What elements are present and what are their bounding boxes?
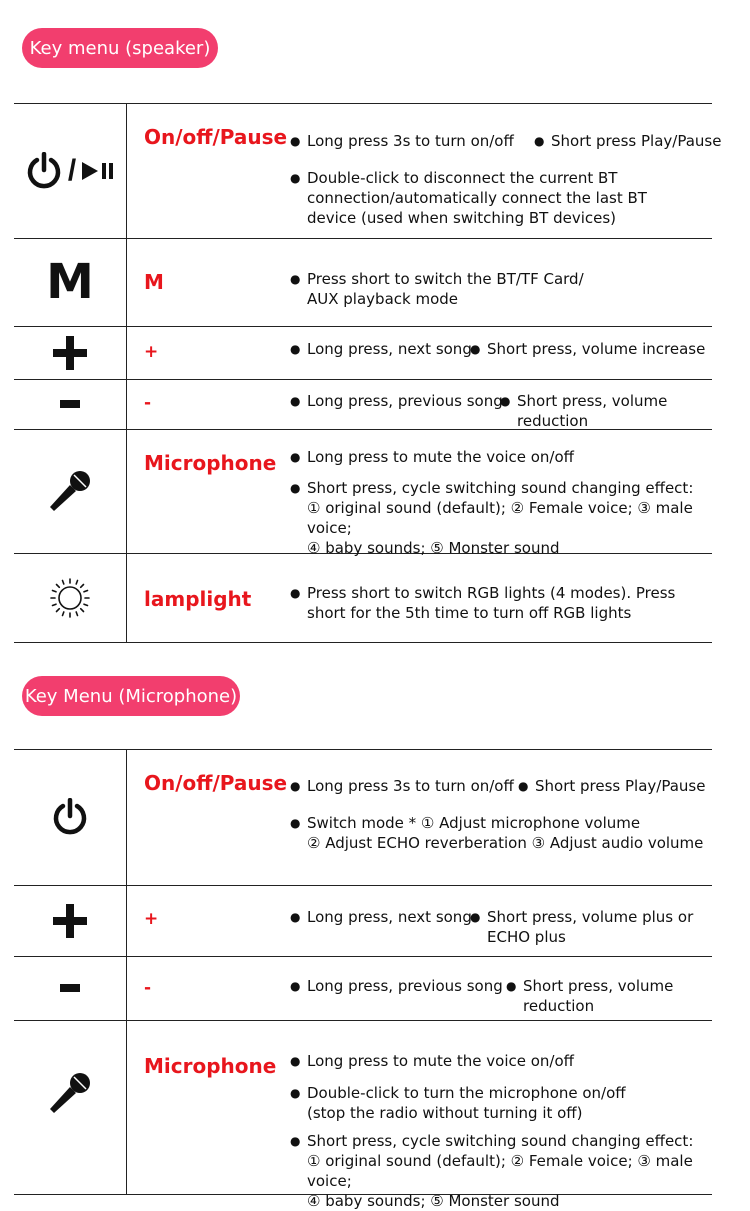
- microphone-icon: [48, 469, 92, 513]
- power-icon: [52, 798, 88, 836]
- key-name: On/off/Pause: [144, 125, 288, 149]
- plus-icon: [53, 336, 87, 370]
- table-row-mode: [14, 238, 712, 327]
- key-name: Microphone: [144, 1054, 277, 1078]
- bullet: ● Long press, previous song: [290, 391, 503, 411]
- bullet: ● Long press, next song: [290, 907, 472, 927]
- table-row-plus: [14, 885, 712, 957]
- bullet: ● Short press Play/Pause: [518, 776, 705, 796]
- table-row-on-off: [14, 103, 722, 239]
- table-row-plus: [14, 326, 712, 380]
- play-pause-icon: [82, 162, 114, 180]
- key-name: lamplight: [144, 587, 252, 611]
- section-title-speaker: Key menu (speaker): [22, 28, 218, 68]
- bullet: ● Short press, volume plus or ECHO plus: [470, 907, 693, 947]
- key-name: -: [144, 393, 152, 413]
- bullet: ● Long press, next song: [290, 339, 472, 359]
- bullet: ● Long press, previous song: [290, 976, 503, 996]
- bullet: ● Long press 3s to turn on/off: [290, 131, 514, 151]
- table-row-microphone: [14, 1020, 712, 1210]
- bullet: ● Long press 3s to turn on/off: [290, 776, 514, 796]
- bullet: ● Switch mode * ① Adjust microphone volume ② Adjust ECHO reverberation ③ Adjust audio volume: [290, 813, 703, 853]
- bullet: ● Short press, volume reduction: [500, 391, 734, 431]
- key-name: +: [144, 909, 159, 929]
- microphone-icon: [48, 1071, 92, 1115]
- table-row-minus: [14, 379, 712, 430]
- bullet: ● Press short to switch the BT/TF Card/ AUX playback mode: [290, 269, 734, 309]
- bullet: ● Long press to mute the voice on/off: [290, 1051, 734, 1071]
- table-row-lamplight: [14, 553, 712, 643]
- table-row-minus: [14, 956, 712, 1021]
- minus-icon: [60, 984, 80, 992]
- sun-icon: [49, 577, 91, 619]
- table-row-microphone: [14, 429, 712, 557]
- bullet: ● Short press, cycle switching sound changing effect: ① original sound (default); ② Female voice; ③ male voice; ④ baby sounds; ⑤ Monster sound: [290, 1131, 734, 1211]
- bullet: ● Long press to mute the voice on/off: [290, 447, 734, 467]
- bullet: ● Press short to switch RGB lights (4 modes). Press short for the 5th time to turn off RGB lights: [290, 583, 734, 623]
- bullet: ● Short press Play/Pause: [534, 131, 721, 151]
- key-name: +: [144, 342, 159, 362]
- bullet: ● Double-click to disconnect the current BT connection/automatically connect the last BT device (used when switching BT devices): [290, 168, 647, 228]
- mode-icon: M: [46, 254, 94, 310]
- slash-separator: /: [67, 153, 77, 187]
- table-row-on-off: [14, 749, 712, 886]
- section-title-microphone: Key Menu (Microphone): [22, 676, 240, 716]
- bullet: ● Short press, volume reduction: [506, 976, 673, 1016]
- key-name: M: [144, 270, 164, 294]
- power-icon: [26, 152, 62, 190]
- key-name: Microphone: [144, 451, 277, 475]
- plus-icon: [53, 904, 87, 938]
- minus-icon: [60, 400, 80, 408]
- key-name: On/off/Pause: [144, 771, 288, 795]
- bullet: ● Double-click to turn the microphone on/off (stop the radio without turning it off): [290, 1083, 734, 1123]
- bullet: ● Short press, cycle switching sound changing effect: ① original sound (default); ② Female voice; ③ male voice; ④ baby sounds; ⑤ Monster sound: [290, 478, 734, 558]
- bullet: ● Short press, volume increase: [470, 339, 705, 359]
- key-name: -: [144, 978, 152, 998]
